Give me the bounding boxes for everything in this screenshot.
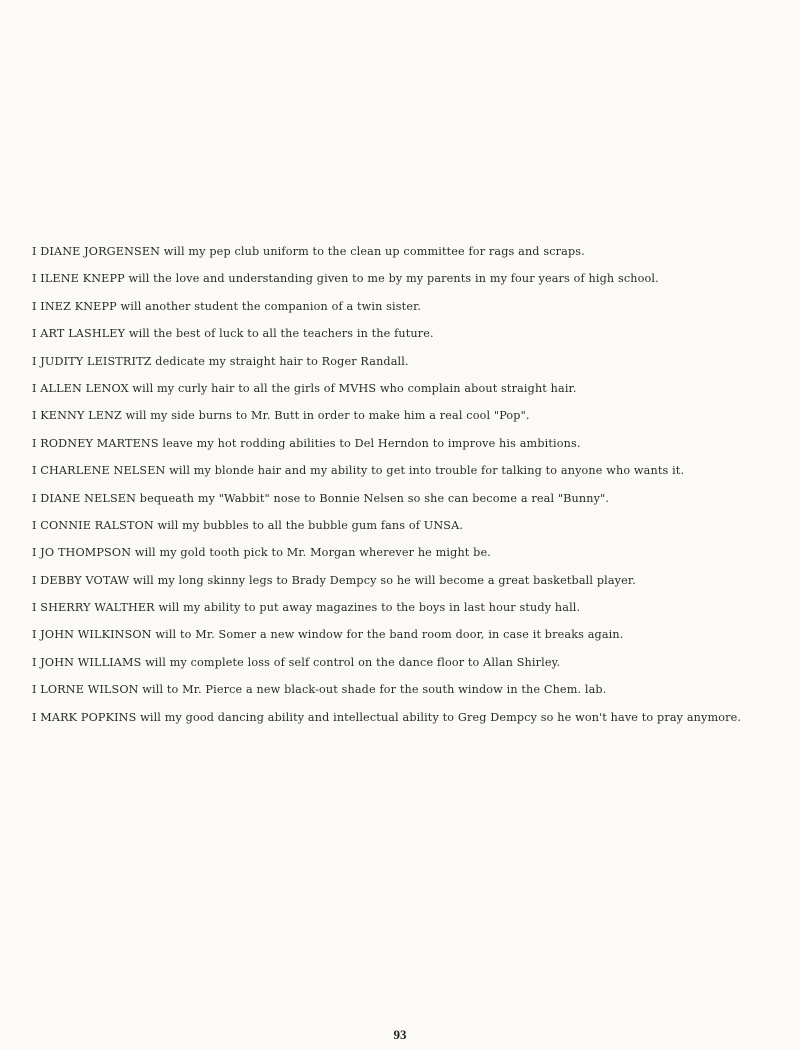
will-entry: I INEZ KNEPP will another student the companion of a twin sister.	[32, 299, 422, 313]
wills-list	[32, 245, 772, 738]
will-entry: I JUDITY LEISTRITZ dedicate my straight hair to Roger Randall.	[32, 354, 409, 368]
will-entry: I JOHN WILLIAMS will my complete loss of self control on the dance floor to Allan Shirley.	[32, 655, 561, 669]
will-entry: I DEBBY VOTAW will my long skinny legs to Brady Dempcy so he will become a great basketball player.	[32, 573, 636, 587]
will-entry: I JO THOMPSON will my gold tooth pick to Mr. Morgan wherever he might be.	[32, 546, 491, 560]
will-entry: I DIANE JORGENSEN will my pep club uniform to the clean up committee for rags and scraps.	[32, 245, 585, 258]
will-entry: I CONNIE RALSTON will my bubbles to all the bubble gum fans of UNSA.	[32, 518, 464, 532]
will-entry: I JOHN WILKINSON will to Mr. Somer a new window for the band room door, in case it breaks again.	[32, 628, 624, 642]
will-entry: I KENNY LENZ will my side burns to Mr. Butt in order to make him a real cool "Pop".	[32, 409, 530, 423]
will-entry: I CHARLENE NELSEN will my blonde hair and my ability to get into trouble for talking to anyone who wants it.	[32, 464, 685, 478]
will-entry: I ILENE KNEPP will the love and understanding given to me by my parents in my four years of high school.	[32, 272, 659, 286]
will-entry: I LORNE WILSON will to Mr. Pierce a new black-out shade for the south window in the Chem. lab.	[32, 683, 607, 697]
will-entry: I SHERRY WALTHER will my ability to put away magazines to the boys in last hour study hall.	[32, 601, 581, 615]
will-entry: I ART LASHLEY will the best of luck to all the teachers in the future.	[32, 327, 434, 341]
will-entry: I MARK POPKINS will my good dancing ability and intellectual ability to Greg Dempcy so he won't have to pray anymore.	[32, 710, 742, 724]
will-entry: I RODNEY MARTENS leave my hot rodding abilities to Del Herndon to improve his ambitions.	[32, 436, 581, 450]
will-entry: I DIANE NELSEN bequeath my "Wabbit" nose to Bonnie Nelsen so she can become a real "Bunny".	[32, 491, 610, 505]
will-entry: I ALLEN LENOX will my curly hair to all the girls of MVHS who complain about straight hair.	[32, 381, 577, 395]
page-number: 93	[393, 1027, 407, 1042]
